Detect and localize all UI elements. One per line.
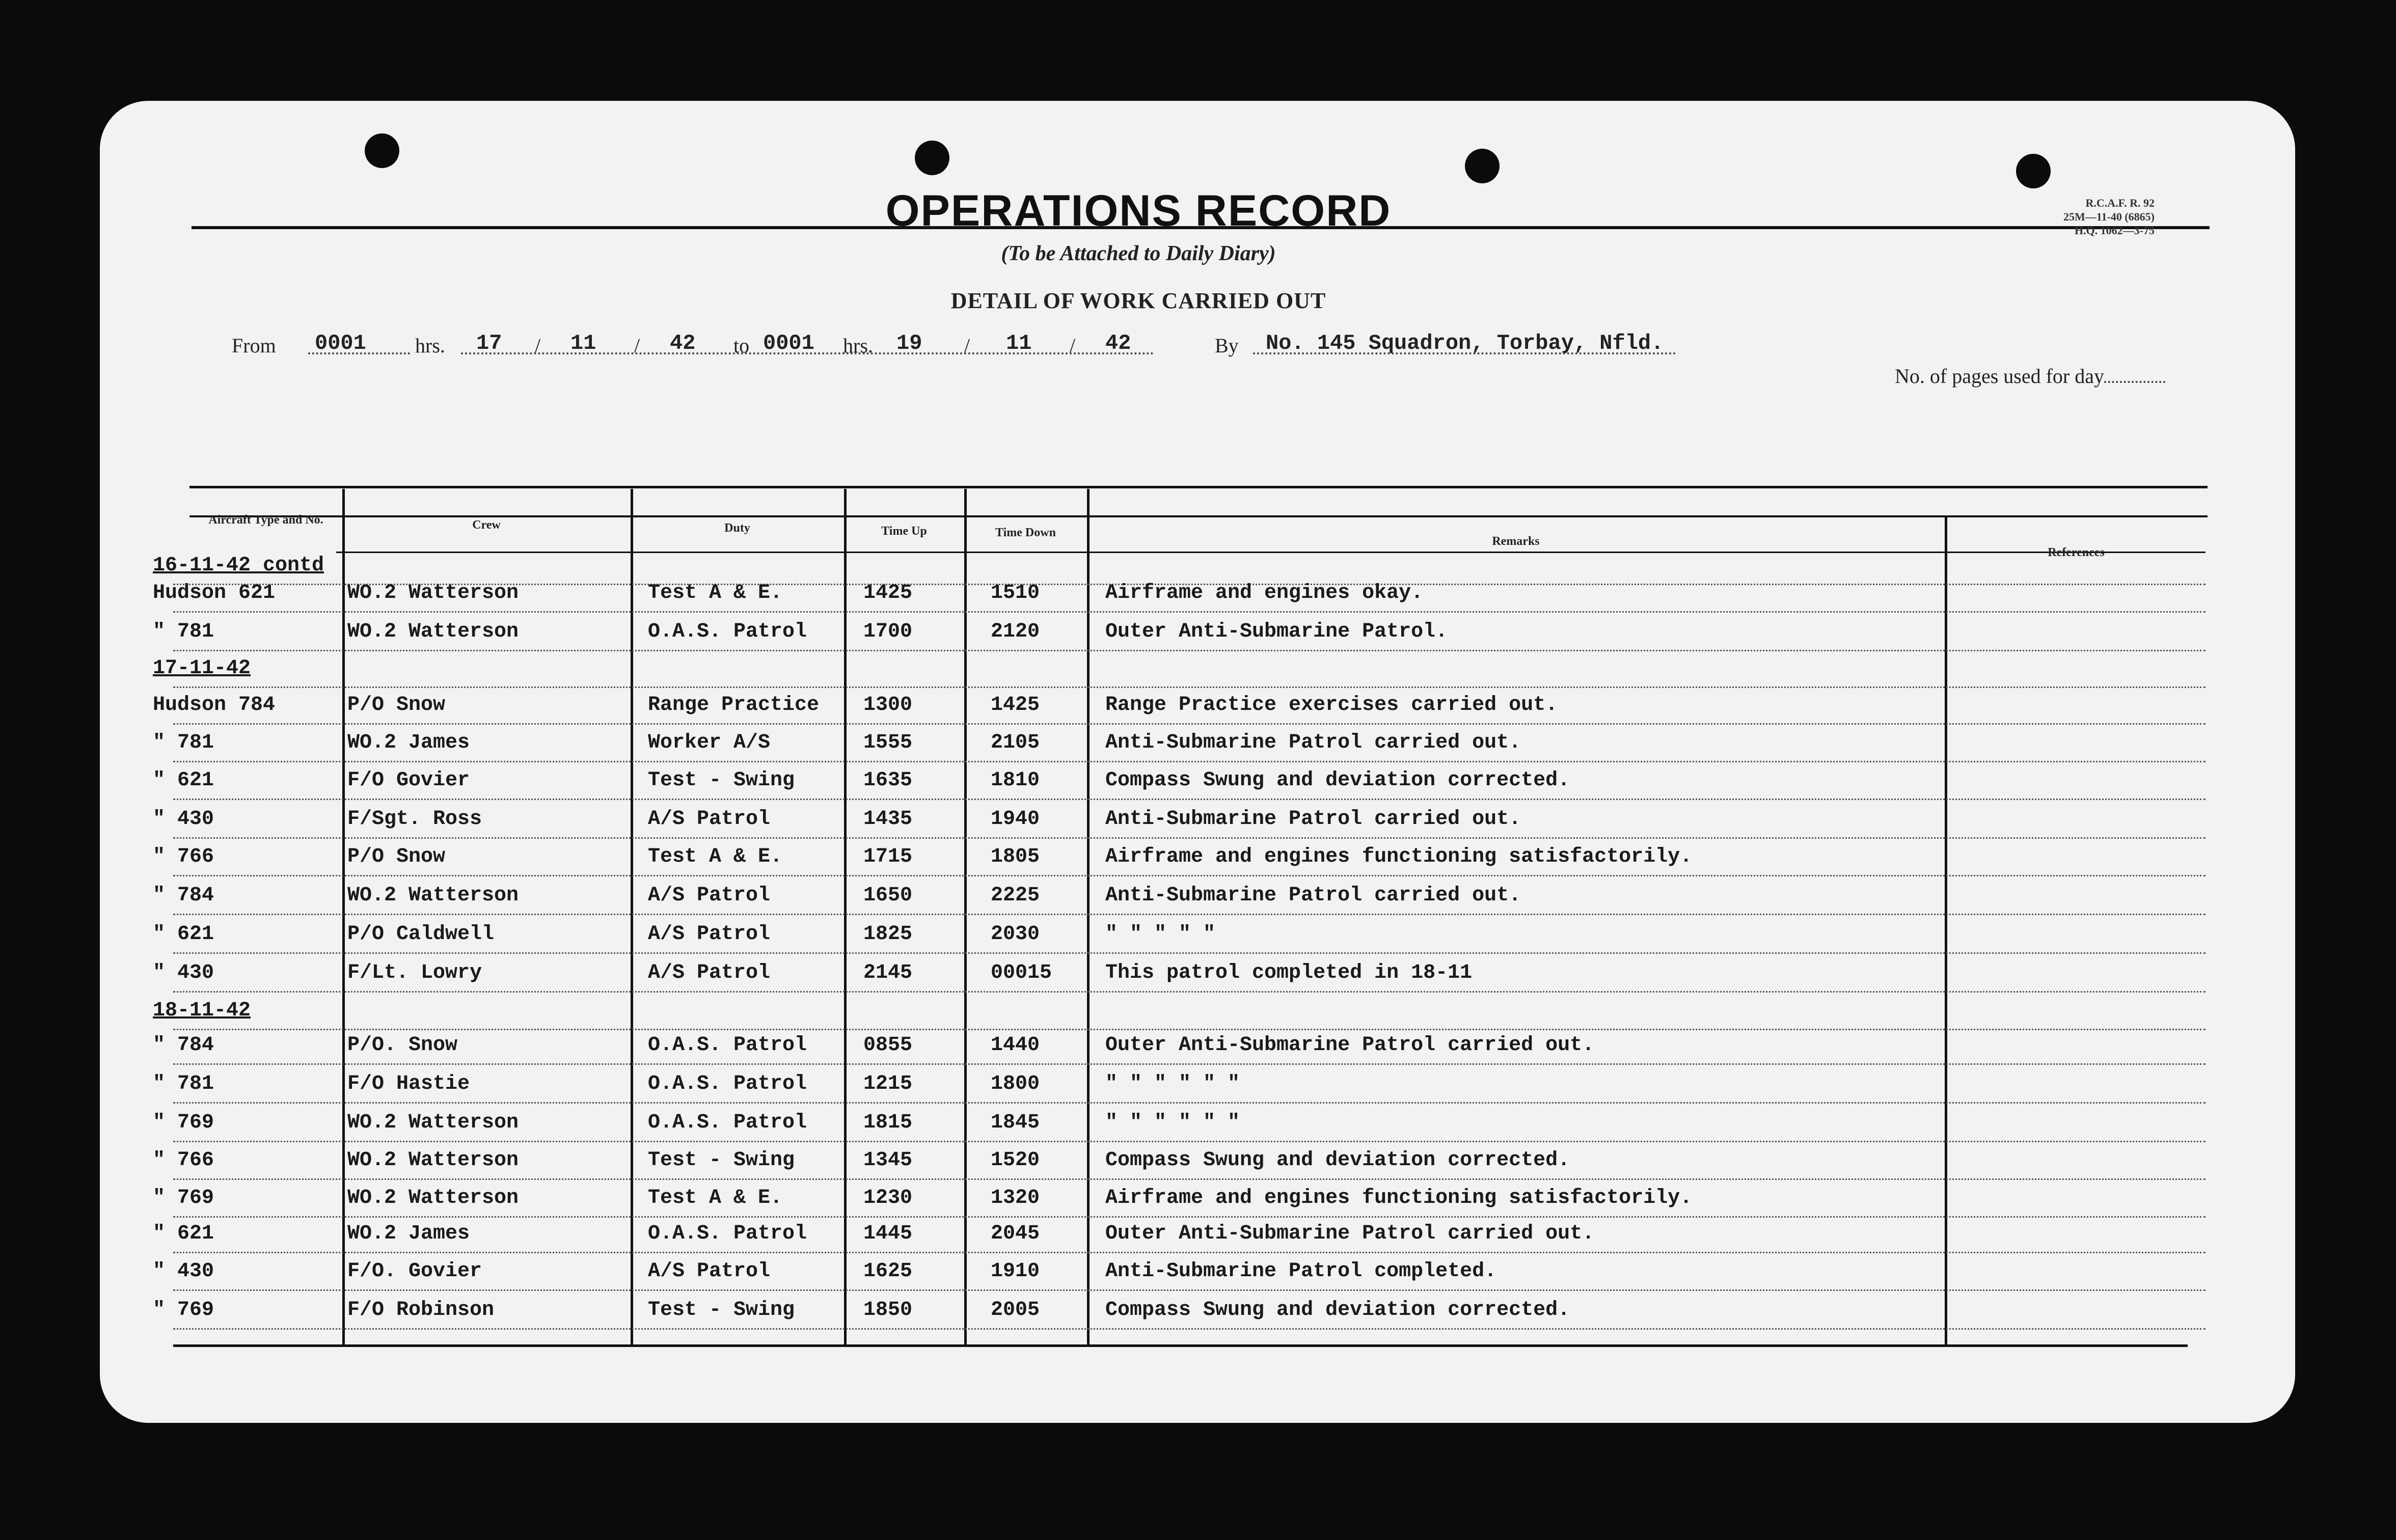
- cell-crew: P/O Snow: [347, 845, 446, 868]
- from-day: 17: [476, 331, 502, 355]
- cell-crew: WO.2 James: [347, 731, 470, 754]
- row-rule: [173, 611, 2206, 613]
- cell-duty: Test - Swing: [648, 1299, 795, 1322]
- binder-hole: [1465, 149, 1500, 183]
- cell-duty: A/S Patrol: [648, 961, 771, 984]
- cell-remarks: Airframe and engines okay.: [1105, 582, 1424, 604]
- binder-hole: [2016, 154, 2051, 188]
- cell-crew: P/O Snow: [347, 694, 446, 717]
- cell-down: 1520: [991, 1149, 1040, 1172]
- cell-crew: WO.2 Watterson: [347, 620, 519, 643]
- to-label: to: [733, 334, 750, 357]
- cell-crew: F/O Govier: [347, 769, 470, 792]
- form-ref-line: H.Q. 1062—3-75: [2074, 224, 2155, 237]
- cell-aircraft: " 766: [153, 1149, 214, 1172]
- pages-used: [1895, 364, 2165, 388]
- table-rule-2: [189, 515, 2208, 517]
- cell-duty: A/S Patrol: [648, 808, 771, 831]
- cell-duty: O.A.S. Patrol: [648, 620, 807, 643]
- from-month: 11: [570, 331, 596, 355]
- cell-remarks: Anti-Submarine Patrol carried out.: [1105, 731, 1521, 754]
- row-rule: [173, 1029, 2206, 1030]
- cell-remarks: Compass Swung and deviation corrected.: [1105, 769, 1570, 792]
- cell-remarks: Airframe and engines functioning satisfactorily.: [1105, 1187, 1693, 1209]
- to-day: 19: [896, 331, 922, 355]
- cell-up: 2145: [863, 961, 913, 984]
- cell-down: 1440: [991, 1034, 1040, 1057]
- cell-aircraft: " 781: [153, 1072, 214, 1095]
- pages-label: No. of pages used for day: [1895, 365, 2104, 388]
- cell-duty: Test A & E.: [648, 582, 783, 604]
- cell-crew: P/O Caldwell: [347, 923, 495, 946]
- cell-duty: A/S Patrol: [648, 923, 771, 946]
- table-top-rule: [189, 486, 2208, 488]
- cell-aircraft: " 621: [153, 769, 214, 792]
- header-underline: [336, 552, 2206, 553]
- cell-down: 2105: [991, 731, 1040, 754]
- cell-aircraft: " 430: [153, 961, 214, 984]
- cell-up: 0855: [863, 1034, 913, 1057]
- form-reference: [1961, 196, 2155, 237]
- header-remarks: Remarks: [1492, 535, 1540, 548]
- cell-aircraft: " 769: [153, 1111, 214, 1134]
- binder-hole: [365, 133, 399, 168]
- date-heading: 16-11-42 contd: [153, 554, 324, 577]
- cell-duty: Test - Swing: [648, 1149, 795, 1172]
- cell-up: 1435: [863, 808, 913, 831]
- cell-aircraft: " 769: [153, 1299, 214, 1322]
- cell-remarks: Range Practice exercises carried out.: [1105, 694, 1558, 717]
- from-time: 0001: [315, 331, 366, 355]
- cell-crew: F/O. Govier: [347, 1260, 482, 1283]
- cell-down: 2030: [991, 923, 1040, 946]
- cell-crew: F/Sgt. Ross: [347, 808, 482, 831]
- cell-remarks: Outer Anti-Submarine Patrol carried out.: [1105, 1222, 1595, 1245]
- row-rule: [173, 1063, 2206, 1065]
- cell-remarks: This patrol completed in 18-11: [1105, 961, 1473, 984]
- cell-aircraft: " 781: [153, 620, 214, 643]
- cell-down: 1800: [991, 1072, 1040, 1095]
- page-title: OPERATIONS RECORD: [885, 186, 1392, 235]
- cell-aircraft: " 430: [153, 1260, 214, 1283]
- row-rule: [173, 1328, 2206, 1330]
- cell-up: 1715: [863, 845, 913, 868]
- cell-duty: O.A.S. Patrol: [648, 1034, 807, 1057]
- from-label: From: [232, 334, 276, 357]
- form-ref-line: 25M—11-40 (6865): [2063, 210, 2155, 223]
- table-bottom-rule: [173, 1344, 2188, 1347]
- squadron: No. 145 Squadron, Torbay, Nfld.: [1266, 331, 1664, 355]
- cell-aircraft: " 781: [153, 731, 214, 754]
- cell-duty: Test A & E.: [648, 1187, 783, 1209]
- cell-remarks: Compass Swung and deviation corrected.: [1105, 1149, 1570, 1172]
- cell-duty: Test A & E.: [648, 845, 783, 868]
- cell-up: 1650: [863, 884, 913, 907]
- cell-aircraft: " 766: [153, 845, 214, 868]
- header-time-up: Time Up: [881, 525, 927, 538]
- to-hrs-label: hrs.: [843, 334, 873, 357]
- cell-up: 1850: [863, 1299, 913, 1322]
- cell-crew: WO.2 Watterson: [347, 884, 519, 907]
- cell-duty: O.A.S. Patrol: [648, 1222, 807, 1245]
- cell-up: 1345: [863, 1149, 913, 1172]
- cell-remarks: " " " " " ": [1105, 1111, 1240, 1134]
- cell-up: 1215: [863, 1072, 913, 1095]
- cell-remarks: Anti-Submarine Patrol carried out.: [1105, 884, 1521, 907]
- header-duty: Duty: [724, 521, 750, 535]
- cell-duty: A/S Patrol: [648, 1260, 771, 1283]
- row-rule: [173, 1102, 2206, 1104]
- cell-up: 1625: [863, 1260, 913, 1283]
- cell-duty: O.A.S. Patrol: [648, 1111, 807, 1134]
- cell-down: 2120: [991, 620, 1040, 643]
- row-rule: [173, 723, 2206, 725]
- cell-down: 2005: [991, 1299, 1040, 1322]
- cell-up: 1635: [863, 769, 913, 792]
- row-rule: [173, 1289, 2206, 1291]
- cell-aircraft: " 784: [153, 1034, 214, 1057]
- cell-aircraft: " 621: [153, 923, 214, 946]
- cell-remarks: Airframe and engines functioning satisfactorily.: [1105, 845, 1693, 868]
- cell-crew: F/O Hastie: [347, 1072, 470, 1095]
- cell-up: 1425: [863, 582, 913, 604]
- cell-up: 1700: [863, 620, 913, 643]
- cell-down: 1940: [991, 808, 1040, 831]
- cell-remarks: Outer Anti-Submarine Patrol.: [1105, 620, 1448, 643]
- header-time-down: Time Down: [995, 526, 1056, 539]
- col-divider: [1945, 515, 1947, 1344]
- cell-crew: WO.2 Watterson: [347, 1111, 519, 1134]
- cell-crew: F/Lt. Lowry: [347, 961, 482, 984]
- cell-remarks: Compass Swung and deviation corrected.: [1105, 1299, 1570, 1322]
- cell-down: 00015: [991, 961, 1052, 984]
- cell-remarks: " " " " ": [1105, 923, 1216, 946]
- row-rule: [173, 1216, 2206, 1218]
- row-rule: [173, 650, 2206, 651]
- cell-remarks: Outer Anti-Submarine Patrol carried out.: [1105, 1034, 1595, 1057]
- cell-crew: WO.2 Watterson: [347, 1187, 519, 1209]
- header-crew: Crew: [472, 518, 501, 532]
- row-rule: [173, 875, 2206, 876]
- cell-duty: Test - Swing: [648, 769, 795, 792]
- form-ref-line: R.C.A.F. R. 92: [2085, 197, 2155, 209]
- cell-remarks: Anti-Submarine Patrol completed.: [1105, 1260, 1497, 1283]
- cell-up: 1230: [863, 1187, 913, 1209]
- cell-down: 1510: [991, 582, 1040, 604]
- hrs-label: hrs.: [415, 334, 445, 357]
- cell-down: 1845: [991, 1111, 1040, 1134]
- cell-down: 1810: [991, 769, 1040, 792]
- cell-aircraft: " 430: [153, 808, 214, 831]
- cell-down: 1320: [991, 1187, 1040, 1209]
- cell-down: 2225: [991, 884, 1040, 907]
- cell-crew: WO.2 Watterson: [347, 582, 519, 604]
- row-rule: [173, 1141, 2206, 1142]
- row-rule: [173, 952, 2206, 954]
- cell-crew: P/O. Snow: [347, 1034, 458, 1057]
- header-aircraft: Aircraft Type and No.: [208, 513, 323, 527]
- cell-up: 1300: [863, 694, 913, 717]
- detail-heading: DETAIL OF WORK CARRIED OUT: [950, 288, 1326, 313]
- cell-duty: A/S Patrol: [648, 884, 771, 907]
- cell-up: 1555: [863, 731, 913, 754]
- cell-aircraft: Hudson 621: [153, 582, 276, 604]
- cell-aircraft: " 769: [153, 1187, 214, 1209]
- cell-down: 2045: [991, 1222, 1040, 1245]
- date-heading: 18-11-42: [153, 999, 251, 1022]
- cell-duty: Range Practice: [648, 694, 820, 717]
- page-subtitle: (To be Attached to Daily Diary): [1001, 242, 1276, 265]
- cell-remarks: Anti-Submarine Patrol carried out.: [1105, 808, 1521, 831]
- cell-remarks: " " " " " ": [1105, 1072, 1240, 1095]
- row-rule: [173, 991, 2206, 993]
- cell-aircraft: " 621: [153, 1222, 214, 1245]
- row-rule: [173, 837, 2206, 839]
- cell-up: 1825: [863, 923, 913, 946]
- cell-down: 1425: [991, 694, 1040, 717]
- from-year: 42: [670, 331, 696, 355]
- cell-down: 1805: [991, 845, 1040, 868]
- cell-aircraft: " 784: [153, 884, 214, 907]
- to-month: 11: [1006, 331, 1032, 355]
- cell-down: 1910: [991, 1260, 1040, 1283]
- cell-crew: WO.2 Watterson: [347, 1149, 519, 1172]
- by-label: By: [1215, 334, 1239, 357]
- row-rule: [173, 914, 2206, 915]
- cell-up: 1445: [863, 1222, 913, 1245]
- header-references: References: [2048, 546, 2105, 559]
- cell-aircraft: Hudson 784: [153, 694, 276, 717]
- row-rule: [173, 1252, 2206, 1253]
- cell-up: 1815: [863, 1111, 913, 1134]
- binder-hole: [915, 141, 949, 175]
- row-rule: [173, 1178, 2206, 1180]
- cell-duty: O.A.S. Patrol: [648, 1072, 807, 1095]
- cell-crew: WO.2 James: [347, 1222, 470, 1245]
- to-time: 0001: [763, 331, 814, 355]
- row-rule: [173, 686, 2206, 688]
- date-heading: 17-11-42: [153, 657, 251, 680]
- row-rule: [173, 761, 2206, 762]
- row-rule: [173, 799, 2206, 800]
- cell-crew: F/O Robinson: [347, 1299, 495, 1322]
- cell-duty: Worker A/S: [648, 731, 771, 754]
- to-year: 42: [1105, 331, 1131, 355]
